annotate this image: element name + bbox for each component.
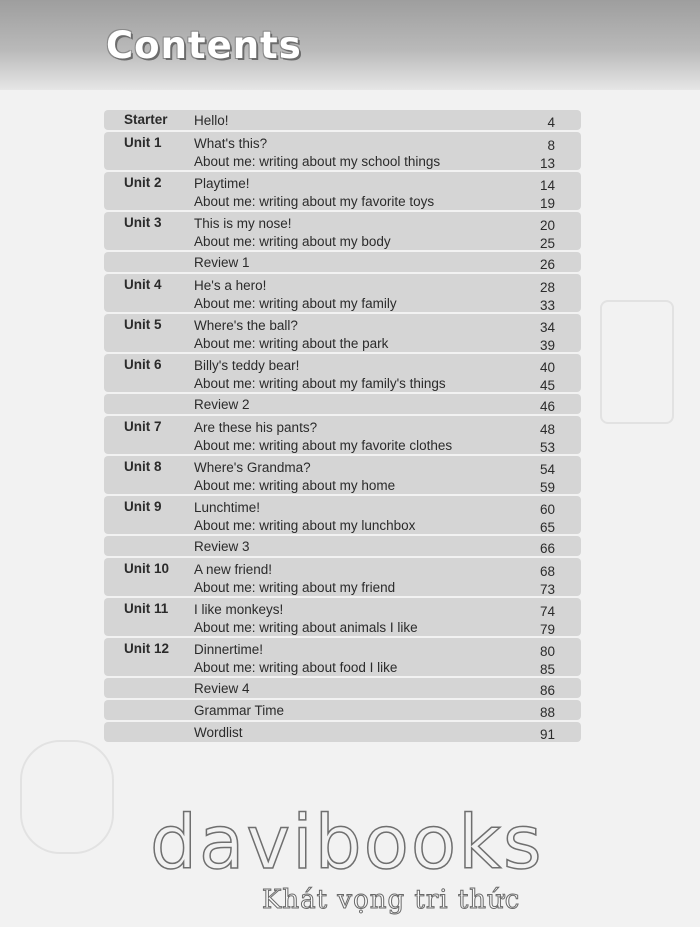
toc-unit-label: Unit 11 xyxy=(124,601,169,616)
toc-page-number: 60 xyxy=(539,502,555,517)
toc-page-number: 33 xyxy=(539,298,555,313)
toc-row xyxy=(104,496,581,534)
toc-title-line: About me: writing about my body xyxy=(194,234,391,249)
toc-page-number: 85 xyxy=(539,662,555,677)
toc-title-line: Billy's teddy bear! xyxy=(194,358,300,373)
toc-title-line: About me: writing about animals I like xyxy=(194,620,418,635)
toc-title-line: He's a hero! xyxy=(194,278,267,293)
toc-row xyxy=(104,212,581,250)
toc-title-line: About me: writing about my school things xyxy=(194,154,441,169)
toc-title-line: Lunchtime! xyxy=(194,500,261,515)
toc-title-line: About me: writing about my home xyxy=(194,478,396,493)
watermark-brand: davibooks xyxy=(150,800,544,886)
toc-titles xyxy=(194,499,415,535)
toc-titles xyxy=(194,396,250,414)
toc-titles xyxy=(194,561,395,597)
toc-unit-label: Unit 3 xyxy=(124,215,162,230)
toc-title-line: Playtime! xyxy=(194,176,250,191)
toc-page-number: 74 xyxy=(539,604,555,619)
toc-row xyxy=(104,638,581,676)
toc-unit-label: Starter xyxy=(124,112,168,127)
toc-pages xyxy=(540,359,555,395)
toc-unit-label: Unit 8 xyxy=(124,459,162,474)
toc-title-line: Wordlist xyxy=(194,725,243,740)
toc-titles xyxy=(194,641,397,677)
toc-page-number: 66 xyxy=(539,541,555,556)
toc-page-number: 19 xyxy=(539,196,555,211)
toc-pages xyxy=(540,704,555,722)
toc-titles xyxy=(194,680,250,698)
toc-row xyxy=(104,598,581,636)
toc-page-number: 34 xyxy=(539,320,555,335)
toc-title-line: Are these his pants? xyxy=(194,420,318,435)
toc-page-number: 80 xyxy=(539,644,555,659)
page-title: Contents xyxy=(106,24,302,67)
toc-row xyxy=(104,172,581,210)
toc-pages xyxy=(540,177,555,213)
toc-title-line: A new friend! xyxy=(194,562,273,577)
toc-page-number: 20 xyxy=(539,218,555,233)
toc-page-number: 13 xyxy=(539,156,555,171)
toc-row xyxy=(104,558,581,596)
toc-page-number: 39 xyxy=(539,338,555,353)
toc-titles xyxy=(194,538,250,556)
toc-title-line: Grammar Time xyxy=(194,703,285,718)
toc-titles xyxy=(194,135,440,171)
toc-title-line: About me: writing about my favorite toys xyxy=(194,194,435,209)
toc-row xyxy=(104,110,581,130)
toc-row xyxy=(104,678,581,698)
toc-unit-label: Unit 5 xyxy=(124,317,162,332)
toc-row xyxy=(104,722,581,742)
toc-pages xyxy=(540,501,555,537)
toc-page-number: 79 xyxy=(539,622,555,637)
show-through-decoration xyxy=(600,300,674,424)
toc-row xyxy=(104,536,581,556)
toc-titles xyxy=(194,215,391,251)
toc-row xyxy=(104,354,581,392)
toc-title-line: Where's the ball? xyxy=(194,318,298,333)
toc-page-number: 45 xyxy=(539,378,555,393)
toc-title-line: Review 3 xyxy=(194,539,250,554)
toc-title-line: About me: writing about food I like xyxy=(194,660,398,675)
toc-titles xyxy=(194,419,452,455)
toc-titles xyxy=(194,601,418,637)
show-through-decoration xyxy=(20,740,114,854)
toc-page-number: 8 xyxy=(547,138,555,153)
toc-page-number: 28 xyxy=(539,280,555,295)
toc-unit-label: Unit 12 xyxy=(124,641,170,656)
toc-pages xyxy=(540,603,555,639)
toc-page-number: 91 xyxy=(539,727,555,742)
toc-title-line: About me: writing about my lunchbox xyxy=(194,518,416,533)
toc-pages xyxy=(540,461,555,497)
watermark-tagline: Khát vọng tri thức xyxy=(262,885,521,915)
toc-title-line: Dinnertime! xyxy=(194,642,264,657)
toc-pages xyxy=(540,256,555,274)
toc-title-line: What's this? xyxy=(194,136,268,151)
toc-unit-label: Unit 2 xyxy=(124,175,162,190)
toc-page-number: 59 xyxy=(539,480,555,495)
toc-pages xyxy=(540,682,555,700)
toc-pages xyxy=(540,279,555,315)
toc-page-number: 48 xyxy=(539,422,555,437)
toc-unit-label: Unit 1 xyxy=(124,135,162,150)
toc-page-number: 86 xyxy=(539,683,555,698)
toc-titles xyxy=(194,175,434,211)
toc-page-number: 40 xyxy=(539,360,555,375)
toc-unit-label: Unit 6 xyxy=(124,357,162,372)
toc-row xyxy=(104,252,581,272)
toc-titles xyxy=(194,277,397,313)
toc-title-line: Hello! xyxy=(194,113,229,128)
toc-row xyxy=(104,700,581,720)
toc-title-line: This is my nose! xyxy=(194,216,292,231)
toc-pages xyxy=(540,217,555,253)
toc-unit-label: Unit 4 xyxy=(124,277,162,292)
toc-pages xyxy=(540,540,555,558)
toc-title-line: About me: writing about my family's things xyxy=(194,376,446,391)
toc-title-line: Review 1 xyxy=(194,255,250,270)
toc-pages xyxy=(540,643,555,679)
toc-titles xyxy=(194,702,284,720)
toc-row xyxy=(104,394,581,414)
toc-row xyxy=(104,456,581,494)
toc-pages xyxy=(540,421,555,457)
toc-page-number: 14 xyxy=(539,178,555,193)
toc-page-number: 65 xyxy=(539,520,555,535)
toc-title-line: About me: writing about my friend xyxy=(194,580,396,595)
header-band xyxy=(0,0,700,90)
toc-row xyxy=(104,314,581,352)
toc-row xyxy=(104,274,581,312)
toc-pages xyxy=(540,319,555,355)
toc-page-number: 25 xyxy=(539,236,555,251)
toc-pages xyxy=(540,137,555,173)
toc-titles xyxy=(194,357,446,393)
toc-page-number: 46 xyxy=(539,399,555,414)
toc-page-number: 88 xyxy=(539,705,555,720)
toc-page-number: 68 xyxy=(539,564,555,579)
toc-page-number: 73 xyxy=(539,582,555,597)
toc-title-line: About me: writing about my family xyxy=(194,296,397,311)
toc-row xyxy=(104,416,581,454)
toc-page-number: 4 xyxy=(547,115,555,130)
toc-title-line: Where's Grandma? xyxy=(194,460,311,475)
toc-page-number: 54 xyxy=(539,462,555,477)
toc-title-line: About me: writing about my favorite clothes xyxy=(194,438,453,453)
toc-unit-label: Unit 10 xyxy=(124,561,170,576)
toc-title-line: I like monkeys! xyxy=(194,602,284,617)
toc-titles xyxy=(194,317,388,353)
toc-pages xyxy=(540,726,555,744)
toc-pages xyxy=(540,398,555,416)
toc-titles xyxy=(194,724,243,742)
toc-unit-label: Unit 9 xyxy=(124,499,162,514)
toc-titles xyxy=(194,254,250,272)
toc-title-line: About me: writing about the park xyxy=(194,336,389,351)
toc-title-line: Review 4 xyxy=(194,681,250,696)
toc-pages xyxy=(547,114,555,132)
toc-title-line: Review 2 xyxy=(194,397,250,412)
toc-titles xyxy=(194,459,395,495)
toc-page-number: 53 xyxy=(539,440,555,455)
toc-pages xyxy=(540,563,555,599)
toc-titles xyxy=(194,112,229,130)
toc-row xyxy=(104,132,581,170)
toc-page-number: 26 xyxy=(539,257,555,272)
toc-unit-label: Unit 7 xyxy=(124,419,162,434)
